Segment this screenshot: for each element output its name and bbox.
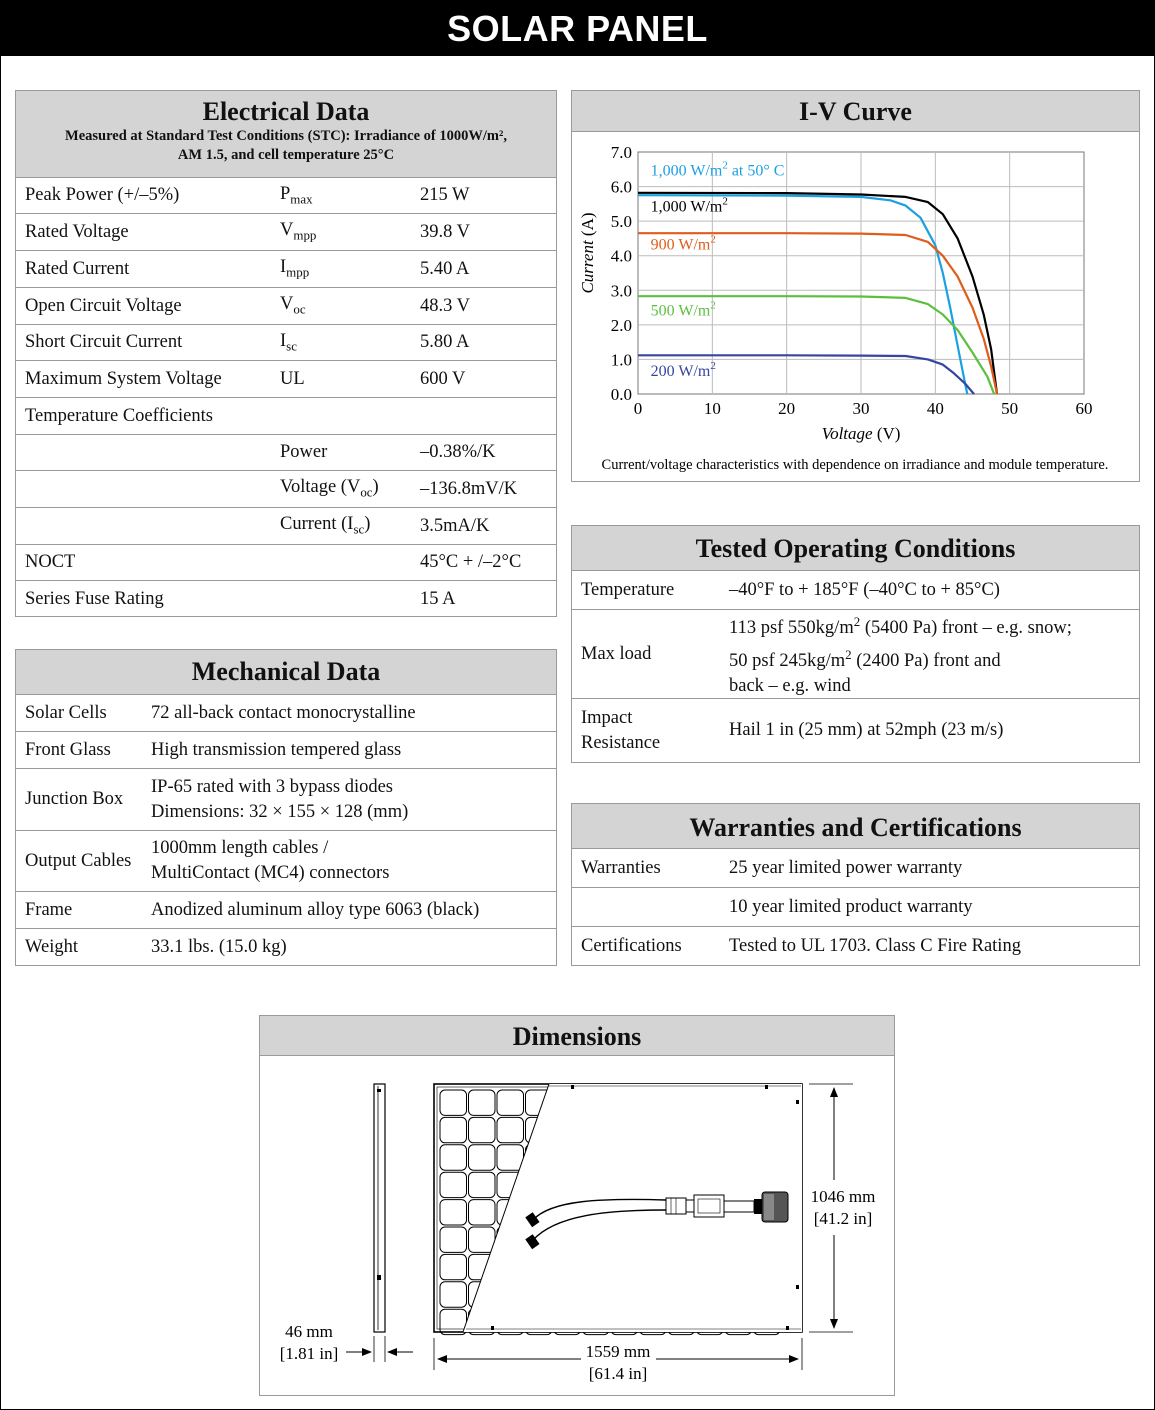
x-tick-label: 10 [703,399,721,418]
electrical-label: Rated Voltage [25,221,129,242]
mechanical-label: Solar Cells [25,702,107,723]
y-tick-label: 2.0 [610,315,632,335]
electrical-value: 3.5mA/K [420,515,490,536]
height-in-label: [41.2 in] [813,1209,873,1228]
warranties-title: Warranties and Certifications [572,804,1139,849]
temperature-row [572,571,1139,610]
mechanical-label: Output Cables [25,850,132,871]
mechanical-value: High transmission tempered glass [151,739,402,760]
mechanical-data-panel [15,649,557,966]
temperature-value: –40°F to + 185°F (–40°C to + 85°C) [729,579,1000,600]
electrical-row [16,288,556,325]
iv-curve-chart [572,132,1139,482]
warranty-row [572,849,1139,888]
electrical-symbol: $P_{max}$ [280,183,313,207]
warranty-value: 10 year limited product warranty [729,896,973,917]
x-tick-label: 0 [633,399,643,418]
stc-line-2: AM 1.5, and cell temperature 25°C [177,147,395,163]
electrical-symbol: Current $(I_{sc})$ [280,514,371,537]
electrical-label: Peak Power (+/–5%) [25,185,180,205]
electrical-label: Short Circuit Current [25,332,183,352]
electrical-symbol: $I_{sc}$ [280,330,297,354]
electrical-row [16,471,556,508]
electrical-symbol: Voltage $(V_{oc})$ [280,477,379,500]
electrical-data-panel [15,90,557,617]
series-label: 1,000 $W/m^2$ at 50° C [650,159,785,180]
warranties-panel [571,803,1140,966]
max-load-label: Max load [581,643,652,664]
electrical-value: –0.38%/K [420,442,496,462]
mechanical-data-table [16,695,556,966]
electrical-data-header [16,91,556,178]
dimensions-drawing [260,1056,894,1395]
warranties-table [572,849,1139,965]
iv-curve-title: I-V Curve [572,91,1139,132]
x-tick-label: 40 [926,399,944,418]
width-in-label: [61.4 in] [588,1364,648,1383]
electrical-data-title: Electrical Data [202,97,370,126]
y-tick-label: 1.0 [610,350,632,370]
y-axis-label: Current (A) [578,212,597,294]
electrical-label: NOCT [25,552,76,572]
impact-value: Hail 1 in (25 mm) at 52mph (23 m/s) [729,720,1004,740]
series-label: 900 $W/m^2$ [650,233,716,254]
mechanical-data-title: Mechanical Data [16,650,556,695]
x-tick-label: 20 [778,399,796,418]
width-dimension [434,1338,802,1383]
warranty-value: Tested to UL 1703. Class C Fire Rating [729,935,1021,956]
electrical-symbol: $I_{mpp}$ [280,257,310,280]
electrical-label: Rated Current [25,258,130,279]
height-mm-label: 1046 mm [810,1187,876,1206]
tested-conditions-panel [571,525,1140,763]
depth-in-label: [1.81 in] [279,1344,339,1363]
series-label: 500 $W/m^2$ [650,299,716,320]
dimensions-title: Dimensions [260,1016,894,1056]
electrical-symbol: UL [280,368,305,389]
mechanical-value: 1000mm length cables / MultiContact (MC4) connectors [151,838,390,883]
electrical-row [16,545,556,581]
impact-row [572,699,1139,762]
warranty-row [572,888,1139,927]
depth-dimension [280,1322,413,1363]
mechanical-row [16,929,556,966]
warranty-label: Warranties [581,857,661,878]
mechanical-label: Frame [25,899,73,920]
electrical-label: Maximum System Voltage [25,368,222,389]
electrical-row [16,251,556,288]
mechanical-row [16,892,556,929]
electrical-symbol: Power [280,442,328,462]
warranty-row [572,927,1139,965]
x-tick-label: 50 [1001,399,1019,418]
electrical-value: 48.3 V [420,295,471,316]
warranty-label: Certifications [581,935,682,956]
electrical-value: 5.40 A [420,258,470,279]
electrical-row [16,398,556,435]
mechanical-label: Weight [25,937,78,957]
electrical-label: Series Fuse Rating [25,589,164,609]
page-title: SOLAR PANEL [0,0,1155,56]
mechanical-row [16,732,556,769]
electrical-row [16,435,556,471]
electrical-label: Open Circuit Voltage [25,295,182,316]
electrical-data-subtitle [16,127,556,171]
x-axis-label: Voltage (V) [821,424,901,443]
electrical-value: 15 A [420,589,456,609]
electrical-row [16,178,556,214]
x-tick-label: 60 [1075,399,1093,418]
mechanical-row [16,769,556,831]
panel-front-drawing [434,1084,802,1335]
y-tick-label: 3.0 [610,281,632,301]
electrical-row [16,361,556,398]
y-tick-label: 6.0 [610,177,632,197]
depth-mm-label: 46 mm [285,1322,333,1341]
temperature-label: Temperature [581,579,675,600]
electrical-row [16,325,556,361]
max-load-row [572,610,1139,699]
y-tick-label: 0.0 [610,385,632,404]
dimensions-panel [259,1015,895,1396]
electrical-value: 39.8 V [420,221,471,242]
mechanical-value: 33.1 lbs. (15.0 kg) [151,937,287,957]
x-tick-label: 30 [852,399,870,418]
width-mm-label: 1559 mm [585,1342,651,1361]
tested-conditions-title: Tested Operating Conditions [572,526,1139,571]
max-load-value: 113 psf $550kg/m^2$ (5400 Pa) front – e.g. snow; 50 psf $245kg/m^2$ (2400 Pa) front and back – e.g. wind [729,614,1072,696]
electrical-value: 5.80 A [420,332,470,352]
series-label: 200 $W/m^2$ [650,359,716,380]
side-profile-drawing [374,1084,385,1332]
iv-curve-panel [571,90,1140,482]
electrical-label: Temperature Coefficients [25,405,213,426]
electrical-row [16,508,556,545]
mechanical-label: Junction Box [25,789,124,809]
mechanical-label: Front Glass [25,739,111,760]
height-dimension [809,1084,875,1332]
electrical-row [16,214,556,251]
y-tick-label: 4.0 [610,246,632,266]
electrical-data-table [16,178,556,618]
mechanical-row [16,831,556,892]
electrical-row [16,581,556,618]
iv-caption: Current/voltage characteristics with dependence on irradiance and module temperature. [601,457,1109,473]
impact-label: Impact Resistance [581,707,661,753]
mechanical-value: IP-65 rated with 3 bypass diodes Dimensions: 32 × 155 × 128 (mm) [151,776,409,822]
mechanical-value: Anodized aluminum alloy type 6063 (black) [151,899,480,920]
electrical-symbol: $V_{oc}$ [280,294,306,317]
mechanical-row [16,695,556,732]
y-tick-label: 5.0 [610,212,632,232]
electrical-value: 600 V [420,368,466,389]
electrical-value: 45°C + /–2°C [420,552,522,572]
electrical-value: –136.8mV/K [420,478,518,499]
mechanical-value: 72 all-back contact monocrystalline [151,702,416,723]
stc-line-1: Measured at Standard Test Conditions (STC): Irradiance of 1000W/m², [65,128,507,144]
series-label: 1,000 $W/m^2$ [650,195,728,216]
electrical-symbol: $V_{mpp}$ [280,220,317,243]
y-tick-label: 7.0 [610,143,632,162]
warranty-value: 25 year limited power warranty [729,857,963,878]
electrical-value: 215 W [420,185,470,205]
